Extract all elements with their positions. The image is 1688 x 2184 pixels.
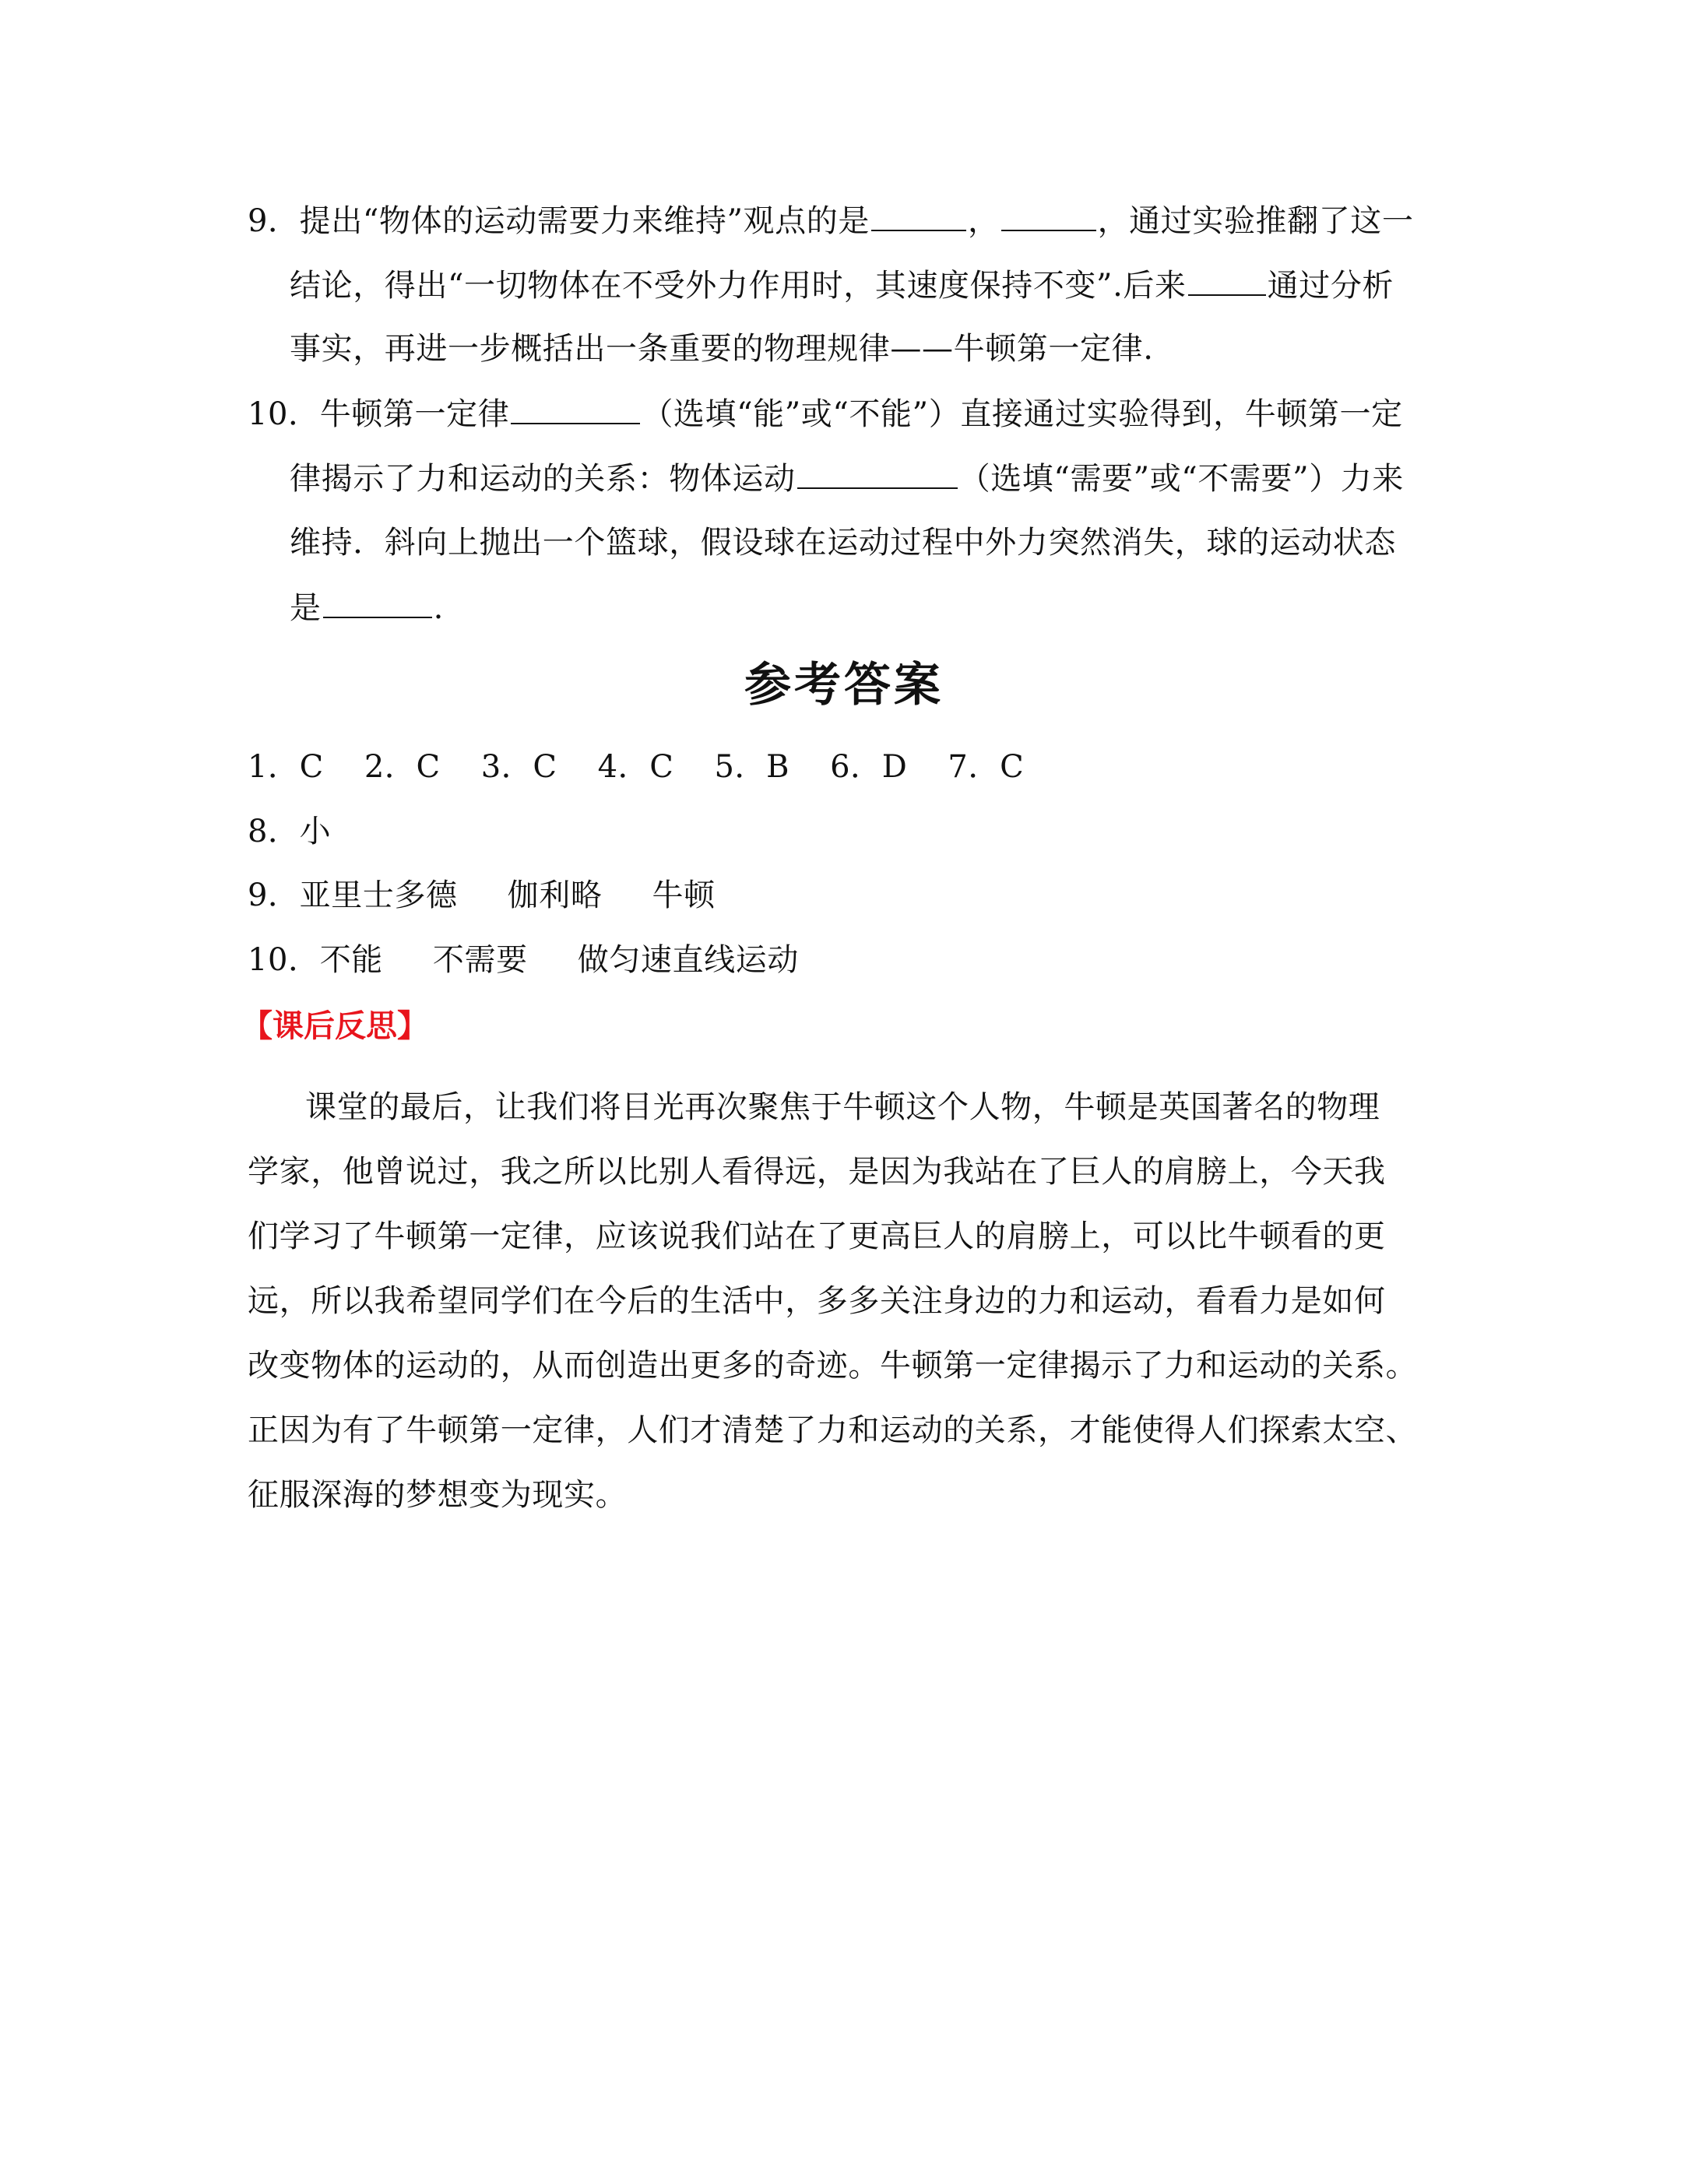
q9-line-2	[290, 263, 1394, 308]
reflection-line: 学家，他曾说过，我之所以比别人看得远，是因为我站在了巨人的肩膀上，今天我	[248, 1154, 1386, 1190]
q9-text: 结论，得出“一切物体在不受外力作用时，其速度保持不变”.后来	[290, 268, 1187, 304]
q9-blank-3	[1188, 263, 1266, 296]
q10-blank-2	[797, 456, 958, 489]
answer-item: 10．不能	[248, 942, 383, 978]
q9-blank-1	[871, 199, 966, 231]
q10-line-1	[248, 392, 1403, 436]
answers-row-1	[248, 745, 1024, 789]
answer-item: 牛顿	[652, 877, 716, 913]
q10-line-3	[290, 521, 1396, 564]
q9-blank-2	[1001, 199, 1096, 231]
q10-blank-1	[511, 392, 640, 424]
reflection-line: 正因为有了牛顿第一定律，人们才清楚了力和运动的关系，才能使得人们探索太空、	[248, 1412, 1418, 1448]
q9-line-1	[248, 199, 1414, 243]
q10-blank-3	[323, 586, 432, 618]
answer-item: 6．D	[830, 749, 908, 785]
answer-item: 9．亚里士多德	[248, 877, 458, 913]
q10-line-2	[290, 456, 1404, 501]
answer-item: 5．B	[714, 749, 790, 785]
answers-row-2	[248, 810, 331, 853]
answer-item: 1．C	[248, 749, 324, 785]
q9-text: 9．提出“物体的运动需要力来维持”观点的是	[248, 203, 870, 239]
answer-item: 不需要	[432, 942, 528, 978]
q10-text: （选填“能”或“不能”）直接通过实验得到，牛顿第一定	[642, 396, 1403, 432]
reflection-line: 课堂的最后，让我们将目光再次聚焦于牛顿这个人物，牛顿是英国著名的物理	[305, 1089, 1380, 1125]
q10-text: .	[433, 590, 444, 626]
answer-item: 3．C	[480, 749, 557, 785]
answer-item: 做匀速直线运动	[577, 942, 799, 978]
answer-item: 4．C	[597, 749, 674, 785]
answer-item: 2．C	[364, 749, 441, 785]
answers-row-3	[248, 874, 716, 917]
answer-item: 伽利略	[507, 877, 603, 913]
reflection-line: 远，所以我希望同学们在今后的生活中，多多关注身边的力和运动，看看力是如何	[248, 1283, 1386, 1319]
q9-text: 通过分析	[1267, 268, 1394, 304]
q10-text: 律揭示了力和运动的关系：物体运动	[290, 461, 796, 497]
q10-text: （选填“需要”或“不需要”）力来	[958, 461, 1405, 497]
q10-text: 维持．斜向上抛出一个篮球，假设球在运动过程中外力突然消失，球的运动状态	[290, 525, 1396, 561]
q10-text: 是	[290, 590, 322, 626]
answer-item: 7．C	[948, 749, 1025, 785]
reflection-heading: 【课后反思】	[241, 1008, 428, 1044]
q9-text: 事实，再进一步概括出一条重要的物理规律——牛顿第一定律.	[290, 331, 1154, 367]
q10-line-4	[290, 586, 444, 630]
reflection-line: 征服深海的梦想变为现实。	[248, 1477, 628, 1513]
reflection-line: 改变物体的运动的，从而创造出更多的奇迹。牛顿第一定律揭示了力和运动的关系。	[248, 1348, 1418, 1384]
answers-title: 参考答案	[744, 658, 944, 712]
q9-comma: ，	[967, 203, 1000, 239]
answers-row-4	[248, 938, 799, 982]
q9-line-3	[290, 327, 1154, 371]
q9-text: ，通过实验推翻了这一	[1097, 203, 1414, 239]
answer-item: 8．小	[248, 814, 332, 849]
reflection-line: 们学习了牛顿第一定律，应该说我们站在了更高巨人的肩膀上，可以比牛顿看的更	[248, 1219, 1386, 1254]
q10-text: 10．牛顿第一定律	[248, 396, 510, 432]
